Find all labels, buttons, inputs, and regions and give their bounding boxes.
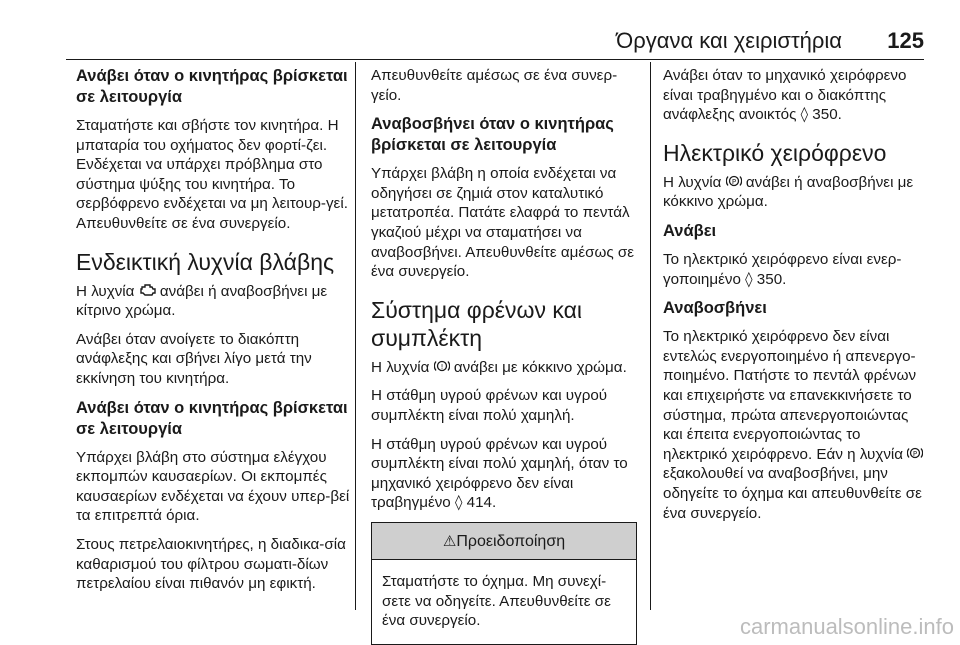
paragraph: Ανάβει όταν το μηχανικό χειρόφρενο είναι τραβηγμένο και ο διακόπτης ανάφλεξης ανοικτός ◊ 350. — [663, 67, 907, 124]
paragraph: Η λυχνία P ανάβει ή αναβοσβήνει με κόκκινο χρώμα. — [663, 173, 914, 211]
page-number: 125 — [887, 28, 924, 53]
column-2 — [371, 66, 637, 645]
brake-system-icon — [434, 358, 450, 376]
heading-lit-engine-running-2: Ανάβει όταν ο κινητήρας βρίσκεται σε λειτουργία — [76, 398, 348, 438]
warning-title: Προειδοποίηση — [456, 532, 566, 550]
heading-brake-clutch-system: Σύστημα φρένων και συμπλέκτη — [371, 296, 583, 351]
heading-flashing-engine-running: Αναβοσβήνει όταν ο κινητήρας βρίσκεται σε λειτουργία — [371, 115, 614, 155]
svg-text:P: P — [731, 177, 736, 186]
column-1 — [76, 66, 350, 603]
heading-malfunction-indicator: Ενδεικτική λυχνία βλάβης — [76, 248, 335, 275]
header-rule — [66, 59, 924, 60]
column-3 — [663, 66, 925, 532]
paragraph: Σταματήστε και σβήστε τον κινητήρα. Η μπαταρία του οχήματος δεν φορτί-ζει. Ενδέχεται να υπάρχει πρόβλημα στο σύστημα ψύξης του κινητήρα. Το σερβόφρενο ενδέχεται να μη λειτουρ-γεί. Απευθυνθείτε σε ένα συνεργείο. — [76, 117, 348, 232]
heading-electric-parking-brake: Ηλεκτρικό χειρόφρενο — [663, 139, 887, 166]
page-ref-arrow-icon: ◊ — [745, 269, 753, 288]
watermark: carmanualsonline.info — [739, 614, 954, 639]
svg-text:!: ! — [440, 362, 444, 371]
svg-text:P: P — [913, 449, 918, 458]
paragraph: Η στάθμη υγρού φρένων και υγρού συμπλέκτη είναι πολύ χαμηλή. — [371, 387, 608, 424]
page-reference-link[interactable]: 350. — [756, 270, 787, 288]
paragraph: Η λυχνία ανάβει ή αναβοσβήνει με κίτρινο χρώμα. — [76, 282, 328, 320]
heading-lit-engine-running: Ανάβει όταν ο κινητήρας βρίσκεται σε λειτουργία — [76, 67, 348, 106]
warning-box — [371, 522, 637, 645]
section-title: Όργανα και χειριστήρια — [616, 28, 842, 53]
warning-triangle-icon: ⚠ — [442, 531, 457, 550]
heading-lit: Ανάβει — [663, 221, 717, 240]
page-ref-arrow-icon: ◊ — [800, 105, 809, 124]
paragraph: Η λυχνία ! ανάβει με κόκκινο χρώμα. — [371, 358, 627, 376]
column-divider-2 — [650, 62, 651, 610]
warning-text: Σταματήστε το όχημα. Μη συνεχί-σετε να οδηγείτε. Απευθυνθείτε σε ένα συνεργείο. — [382, 572, 611, 630]
paragraph: Απευθυνθείτε αμέσως σε ένα συνερ-γείο. — [371, 67, 618, 104]
heading-flashing: Αναβοσβήνει — [663, 299, 767, 318]
parking-brake-icon — [907, 445, 923, 463]
warning-box-body — [372, 560, 636, 644]
paragraph: Υπάρχει βλάβη στο σύστημα ελέγχου εκπομπών καυσαερίων. Οι εκπομπές καυσαερίων ενδέχεται να έχουν υπερ-βεί τα επιτρεπτά όρια. — [76, 448, 350, 525]
page-reference-link[interactable]: 414. — [466, 494, 497, 512]
paragraph: Υπάρχει βλάβη η οποία ενδέχεται να οδηγήσει σε ζημιά στον καταλυτικό μετατροπέα. Πατάτε ελαφρά το πεντάλ γκαζιού μέχρι να σταματήσει να αναβοσβήνει. Απευθυνθείτε αμέσως σε ένα συνεργείο. — [371, 165, 635, 281]
engine-check-icon — [139, 282, 156, 300]
paragraph: Στους πετρελαιοκινητήρες, η διαδικα-σία καθαρισμού του φίλτρου σωματι-δίων πετρελαίου είναι πιθανόν μη εφικτή. — [76, 535, 346, 593]
paragraph: Ανάβει όταν ανοίγετε το διακόπτη ανάφλεξης και σβήνει λίγο μετά την εκκίνηση του κινητήρα. — [76, 330, 312, 387]
paragraph: Η στάθμη υγρού φρένων και υγρού συμπλέκτη είναι πολύ χαμηλή, όταν το μηχανικό χειρόφρενο δεν είναι τραβηγμένο ◊ 414. — [371, 435, 628, 512]
column-divider-1 — [355, 62, 356, 610]
parking-brake-icon — [726, 173, 742, 191]
page-ref-arrow-icon: ◊ — [454, 493, 463, 512]
page-reference-link[interactable]: 350. — [812, 106, 842, 124]
page-header — [0, 0, 960, 62]
paragraph: Το ηλεκτρικό χειρόφρενο δεν είναι εντελώς ενεργοποιημένο ή απενεργο-ποιημένο. Πατήστε το πεντάλ φρένων και επιχειρήστε να επανεκκινήσετε το σύστημα, πρώτα απενεργοποιώντας και έπειτα ενεργοποιώντας το ηλεκτρικό χειρόφρενο. Εάν η λυχνία P εξακολουθεί να αναβοσβήνει, μην οδηγείτε το όχημα και απευθυνθείτε σε ένα συνεργείο. — [663, 328, 922, 522]
paragraph: Το ηλεκτρικό χειρόφρενο είναι ενερ-γοποιημένο ◊ 350. — [663, 250, 902, 288]
warning-box-header — [372, 523, 636, 560]
